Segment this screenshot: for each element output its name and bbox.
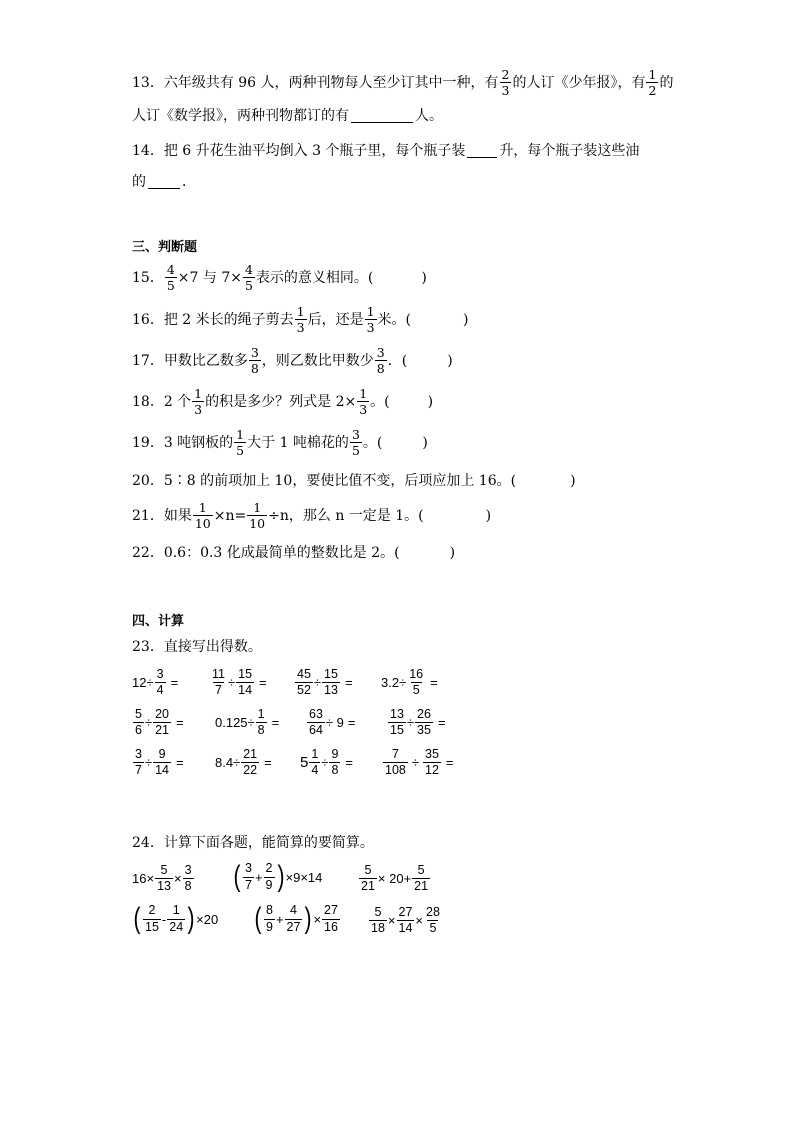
section-title-calculation: 四、计算 [132, 614, 185, 629]
fraction: $\frac{8}{9}$ [266, 903, 273, 934]
fraction: $\frac{1}{5}$ [236, 427, 245, 459]
fraction: $\frac{1}{4}$ [311, 747, 319, 778]
question-14-line-2: 的 ． [132, 173, 196, 190]
fraction: $\frac{3}{7}$ [245, 861, 252, 892]
calc-item: $\frac{63}{64}$ ÷ 9 = [309, 707, 356, 738]
fraction: $\frac{26}{35}$ [417, 707, 431, 738]
calc-item: 8.4÷ $\frac{21}{22}$ = [215, 747, 272, 778]
fraction: $\frac{3}{5}$ [351, 427, 360, 459]
fraction: $\frac{15}{14}$ [238, 667, 253, 698]
question-13-line-2: 人订《数学报》，两种刊物都订的有 人。 [132, 107, 443, 124]
fraction: $\frac{11}{7}$ [212, 667, 225, 698]
fraction: $\frac{3}{8}$ [250, 345, 259, 377]
fraction: $\frac{1}{10}$ [249, 500, 266, 532]
calc-expression: $\frac{5}{21}$ × 20+ $\frac{5}{21}$ [361, 863, 429, 894]
fraction: $\frac{3}{8}$ [376, 345, 385, 377]
fraction: $\frac{1}{2}$ [648, 67, 657, 99]
fraction: $\frac{15}{13}$ [324, 667, 338, 698]
fraction: $\frac{4}{27}$ [286, 903, 301, 934]
q13-text-a: 13．六年级共有 96 人，两种刊物每人至少订其中一种，有 [132, 74, 499, 91]
calc-expression: ( $\frac{8}{9}$ + $\frac{4}{27}$ ) × $\frac{27}{16}$ [254, 902, 338, 935]
fraction: $\frac{9}{14}$ [155, 747, 169, 778]
question-15: 15． $\frac{4}{5}$ ×7 与 7× $\frac{4}{5}$ 表示的意义相同。( ) [132, 262, 427, 294]
question-22: 22．0.6：0.3 化成最简单的整数比是 2。( ) [132, 545, 456, 561]
calc-item: $\frac{11}{7}$ ÷ $\frac{15}{14}$ = [212, 667, 267, 698]
calc-item: 12÷ $\frac{3}{4}$ = [132, 667, 179, 698]
fraction: $\frac{1}{10}$ [194, 500, 211, 532]
fraction: $\frac{27}{14}$ [398, 905, 413, 936]
question-17: 17．甲数比乙数多 $\frac{3}{8}$ ，则乙数比甲数少 $\frac{3}{8}$ ．( ) [132, 345, 453, 377]
fraction: $\frac{5}{21}$ [361, 863, 375, 894]
question-21: 21．如果 $\frac{1}{10}$ ×n= $\frac{1}{10}$ ÷n，那么 n 一定是 1。( ) [132, 500, 492, 532]
fraction: $\frac{3}{8}$ [184, 863, 192, 894]
calc-expression: ( $\frac{2}{15}$ - $\frac{1}{24}$ ) ×20 [133, 902, 219, 935]
fraction: $\frac{21}{22}$ [243, 747, 258, 778]
question-18: 18．2 个 $\frac{1}{3}$ 的积是多少？列式是 2× $\frac{1}{3}$ 。( ) [132, 386, 434, 418]
fraction: $\frac{7}{108}$ [385, 747, 406, 778]
fraction: $\frac{4}{5}$ [166, 262, 175, 294]
question-16: 16．把 2 米长的绳子剪去 $\frac{1}{3}$ 后，还是 $\frac{1}{3}$ 米。( ) [132, 304, 469, 336]
fraction: $\frac{28}{5}$ [426, 905, 440, 936]
calc-item: $\frac{7}{108}$ ÷ $\frac{35}{12}$ = [385, 747, 454, 778]
calc-expression: ( $\frac{3}{7}$ + $\frac{2}{9}$ ) ×9×14 [233, 860, 323, 893]
fraction: $\frac{1}{3}$ [366, 304, 375, 336]
question-19: 19．3 吨钢板的 $\frac{1}{5}$ 大于 1 吨棉花的 $\frac{3}{5}$ 。( ) [132, 427, 428, 459]
answer-blank[interactable] [148, 174, 180, 189]
fraction: $\frac{1}{3}$ [194, 386, 203, 418]
fraction: $\frac{2}{3}$ [501, 67, 510, 99]
q13-text-b: 的人订《少年报》，有 [512, 74, 646, 91]
fraction: $\frac{27}{16}$ [324, 903, 338, 934]
fraction: $\frac{2}{9}$ [265, 861, 273, 892]
calc-item: 5 $\frac{1}{4}$ ÷ $\frac{9}{8}$ = [300, 747, 353, 778]
answer-blank[interactable] [351, 108, 413, 123]
fraction: $\frac{63}{64}$ [309, 707, 323, 738]
question-20: 20．5∶8 的前项加上 10，要使比值不变，后项应加上 16。( ) [132, 473, 576, 489]
calc-item: 3.2÷ $\frac{16}{5}$ = [381, 667, 438, 698]
calc-item: $\frac{3}{7}$ ÷ $\frac{9}{14}$ = [135, 747, 184, 778]
fraction: $\frac{1}{24}$ [169, 903, 184, 934]
fraction: $\frac{9}{8}$ [331, 747, 339, 778]
calc-expression: $\frac{5}{18}$ × $\frac{27}{14}$ × $\frac{28}{5}$ [371, 905, 440, 936]
fraction: $\frac{5}{21}$ [414, 863, 429, 894]
question-23-title: 23．直接写出得数。 [132, 639, 262, 655]
fraction: $\frac{5}{18}$ [371, 905, 385, 936]
question-13-line-1 [132, 68, 673, 97]
fraction: $\frac{5}{6}$ [135, 707, 142, 738]
fraction: $\frac{45}{52}$ [297, 667, 311, 698]
section-title-judgement: 三、判断题 [132, 240, 198, 255]
fraction: $\frac{2}{15}$ [145, 903, 159, 934]
calc-item: $\frac{13}{15}$ ÷ $\frac{26}{35}$ = [390, 707, 446, 738]
answer-blank[interactable] [467, 143, 497, 158]
fraction: $\frac{1}{3}$ [296, 304, 305, 336]
fraction: $\frac{3}{4}$ [156, 667, 164, 698]
fraction: $\frac{4}{5}$ [244, 262, 253, 294]
calc-item: 0.125÷ $\frac{1}{8}$ = [215, 707, 280, 738]
fraction: $\frac{13}{15}$ [390, 707, 404, 738]
fraction: $\frac{16}{5}$ [409, 667, 424, 698]
calc-expression: 16× $\frac{5}{13}$ × $\frac{3}{8}$ [132, 863, 192, 894]
question-24-title: 24．计算下面各题，能简算的要简算。 [132, 835, 374, 851]
fraction: $\frac{3}{7}$ [135, 747, 142, 778]
calc-item: $\frac{45}{52}$ ÷ $\frac{15}{13}$ = [297, 667, 353, 698]
fraction: $\frac{1}{3}$ [359, 386, 368, 418]
q13-text-c: 的 [659, 74, 674, 91]
fraction: $\frac{1}{8}$ [257, 707, 265, 738]
question-14-line-1: 14．把 6 升花生油平均倒入 3 个瓶子里，每个瓶子装 升，每个瓶子装这些油 [132, 142, 640, 159]
calc-item: $\frac{5}{6}$ ÷ $\frac{20}{21}$ = [135, 707, 184, 738]
fraction: $\frac{35}{12}$ [425, 747, 439, 778]
fraction: $\frac{20}{21}$ [155, 707, 169, 738]
fraction: $\frac{5}{13}$ [157, 863, 171, 894]
